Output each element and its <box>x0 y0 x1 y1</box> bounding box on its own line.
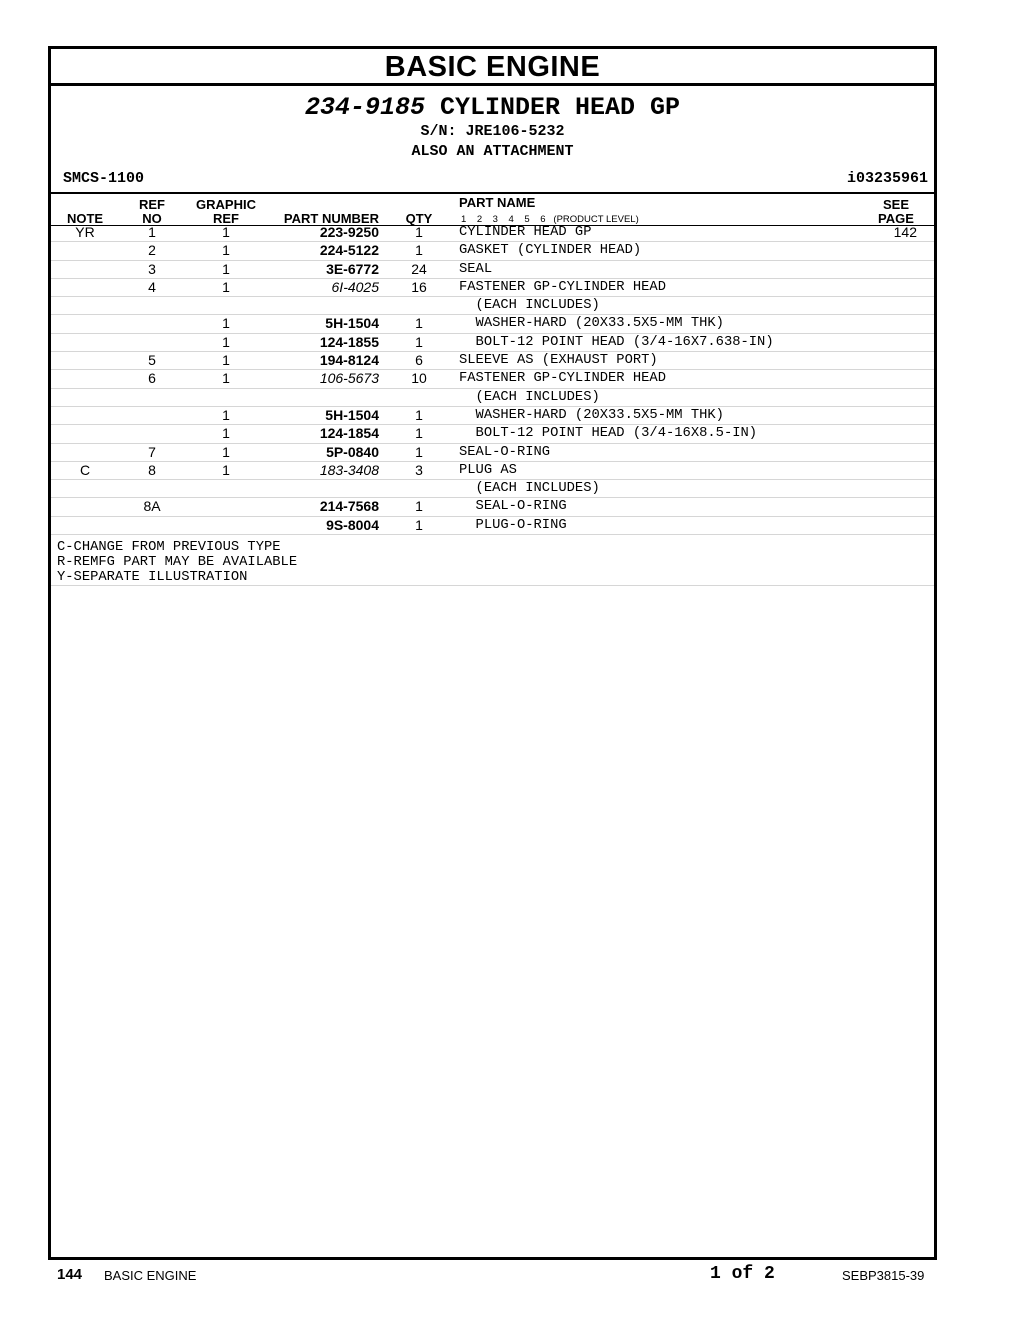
col-ref-top: REF <box>139 197 165 212</box>
serial-number: S/N: JRE106-5232 <box>420 123 565 140</box>
table-row <box>51 480 934 498</box>
table-row <box>51 370 934 388</box>
part-number-cell: 223-9250 <box>319 224 379 240</box>
see-page-cell: 142 <box>893 224 917 240</box>
part-name-cell: SEAL <box>459 261 493 277</box>
section-title: BASIC ENGINE <box>51 49 934 86</box>
graphic-ref-cell: 1 <box>222 443 230 460</box>
table-row <box>51 462 934 480</box>
graphic-ref-cell: 1 <box>222 370 230 387</box>
table-row <box>51 352 934 370</box>
legend-line: Y-SEPARATE ILLUSTRATION <box>57 570 248 585</box>
part-number-cell: 5P-0840 <box>326 443 379 460</box>
col-graphic-top: GRAPHIC <box>196 197 256 212</box>
qty-cell: 16 <box>411 278 427 295</box>
parts-page-frame <box>48 46 937 1260</box>
part-name-cell: (EACH INCLUDES) <box>459 481 600 497</box>
note-cell: C <box>79 461 91 478</box>
table-row <box>51 389 934 407</box>
note-cell: YR <box>75 224 95 240</box>
part-name-cell: (EACH INCLUDES) <box>459 298 600 314</box>
qty-cell: 10 <box>411 370 427 387</box>
table-row <box>51 334 934 352</box>
qty-cell: 24 <box>411 260 427 277</box>
part-number-cell: 224-5122 <box>319 242 379 259</box>
footer-page-of: 1 of 2 <box>710 1264 775 1284</box>
footer-page-number: 144 <box>57 1266 83 1283</box>
col-see-bottom: PAGE <box>878 211 914 226</box>
graphic-ref-cell: 1 <box>222 425 230 442</box>
col-product-levels: 1 2 3 4 5 6 (PRODUCT LEVEL) <box>461 214 639 225</box>
table-row <box>51 279 934 297</box>
table-row <box>51 425 934 443</box>
legend-line: R-REMFG PART MAY BE AVAILABLE <box>57 555 298 570</box>
header-top-rule <box>51 192 934 194</box>
group-title <box>51 93 934 123</box>
table-row <box>51 407 934 425</box>
qty-cell: 1 <box>415 406 423 423</box>
table-row <box>51 224 934 242</box>
part-name-cell: FASTENER GP-CYLINDER HEAD <box>459 279 666 295</box>
group-name: CYLINDER HEAD GP <box>440 93 681 122</box>
footer-section: BASIC ENGINE <box>104 1268 197 1283</box>
qty-cell: 6 <box>415 352 423 369</box>
qty-cell: 1 <box>415 333 423 350</box>
part-number-cell: 5H-1504 <box>325 406 379 423</box>
qty-cell: 1 <box>415 443 423 460</box>
part-number-cell: 214-7568 <box>319 498 379 515</box>
part-name-cell: PLUG-O-RING <box>459 517 567 533</box>
part-name-cell: GASKET (CYLINDER HEAD) <box>459 243 642 259</box>
col-ref-bottom: NO <box>142 211 162 226</box>
table-row <box>51 242 934 260</box>
table-row <box>51 315 934 333</box>
qty-cell: 1 <box>415 498 423 515</box>
graphic-ref-cell: 1 <box>222 333 230 350</box>
group-part-number: 234-9185 <box>304 93 425 122</box>
qty-cell: 1 <box>415 425 423 442</box>
part-number-cell: 3E-6772 <box>326 260 379 277</box>
table-row <box>51 297 934 315</box>
graphic-ref-cell: 1 <box>222 224 230 240</box>
part-name-cell: WASHER-HARD (20X33.5X5-MM THK) <box>459 316 724 332</box>
graphic-ref-cell: 1 <box>222 242 230 259</box>
graphic-ref-cell: 1 <box>222 352 230 369</box>
ref-no-cell: 4 <box>148 278 156 295</box>
part-name-cell: PLUG AS <box>459 462 517 478</box>
notes-legend <box>57 540 297 585</box>
ref-no-cell: 1 <box>148 224 156 240</box>
qty-cell: 1 <box>415 242 423 259</box>
illustration-id: i03235961 <box>846 170 928 187</box>
table-row <box>51 444 934 462</box>
col-see-top: SEE <box>882 197 909 212</box>
smcs-code: SMCS-1100 <box>63 170 145 187</box>
col-note: NOTE <box>66 211 104 226</box>
part-name-cell: SLEEVE AS (EXHAUST PORT) <box>459 353 658 369</box>
graphic-ref-cell: 1 <box>222 278 230 295</box>
part-number-cell: 5H-1504 <box>325 315 379 332</box>
table-row <box>51 261 934 279</box>
col-part-number: PART NUMBER <box>283 211 379 226</box>
qty-cell: 1 <box>415 224 423 240</box>
qty-cell: 3 <box>415 461 423 478</box>
parts-list <box>51 224 934 535</box>
part-number-cell: 9S-8004 <box>326 516 379 533</box>
legend-rule <box>51 585 934 586</box>
part-name-cell: FASTENER GP-CYLINDER HEAD <box>459 371 666 387</box>
part-number-cell: 6I-4025 <box>331 278 379 295</box>
part-name-cell: CYLINDER HEAD GP <box>459 225 592 240</box>
col-part-name: PART NAME <box>459 195 536 210</box>
part-number-cell: 194-8124 <box>319 352 379 369</box>
qty-cell: 1 <box>415 516 423 533</box>
part-number-cell: 124-1854 <box>319 425 379 442</box>
part-name-cell: (EACH INCLUDES) <box>459 389 600 405</box>
legend-line: C-CHANGE FROM PREVIOUS TYPE <box>57 540 281 555</box>
ref-no-cell: 6 <box>148 370 156 387</box>
part-name-cell: WASHER-HARD (20X33.5X5-MM THK) <box>459 407 724 423</box>
graphic-ref-cell: 1 <box>222 461 230 478</box>
part-number-cell: 183-3408 <box>319 461 379 478</box>
graphic-ref-cell: 1 <box>222 315 230 332</box>
graphic-ref-cell: 1 <box>222 260 230 277</box>
footer-doc-id: SEBP3815-39 <box>842 1268 925 1283</box>
part-name-cell: BOLT-12 POINT HEAD (3/4-16X8.5-IN) <box>459 426 758 442</box>
part-name-cell: SEAL-O-RING <box>459 444 551 460</box>
ref-no-cell: 7 <box>148 443 156 460</box>
graphic-ref-cell: 1 <box>222 406 230 423</box>
ref-no-cell: 8A <box>143 498 161 515</box>
table-row <box>51 498 934 516</box>
part-name-cell: BOLT-12 POINT HEAD (3/4-16X7.638-IN) <box>459 334 774 350</box>
part-name-cell: SEAL-O-RING <box>459 499 567 515</box>
ref-no-cell: 5 <box>148 352 156 369</box>
attachment-note: ALSO AN ATTACHMENT <box>411 143 574 160</box>
ref-no-cell: 3 <box>148 260 156 277</box>
ref-no-cell: 2 <box>148 242 156 259</box>
part-number-cell: 106-5673 <box>319 370 379 387</box>
col-qty: QTY <box>405 211 433 226</box>
qty-cell: 1 <box>415 315 423 332</box>
table-row <box>51 517 934 535</box>
part-number-cell: 124-1855 <box>319 333 379 350</box>
ref-no-cell: 8 <box>148 461 156 478</box>
col-graphic-bottom: REF <box>213 211 239 226</box>
